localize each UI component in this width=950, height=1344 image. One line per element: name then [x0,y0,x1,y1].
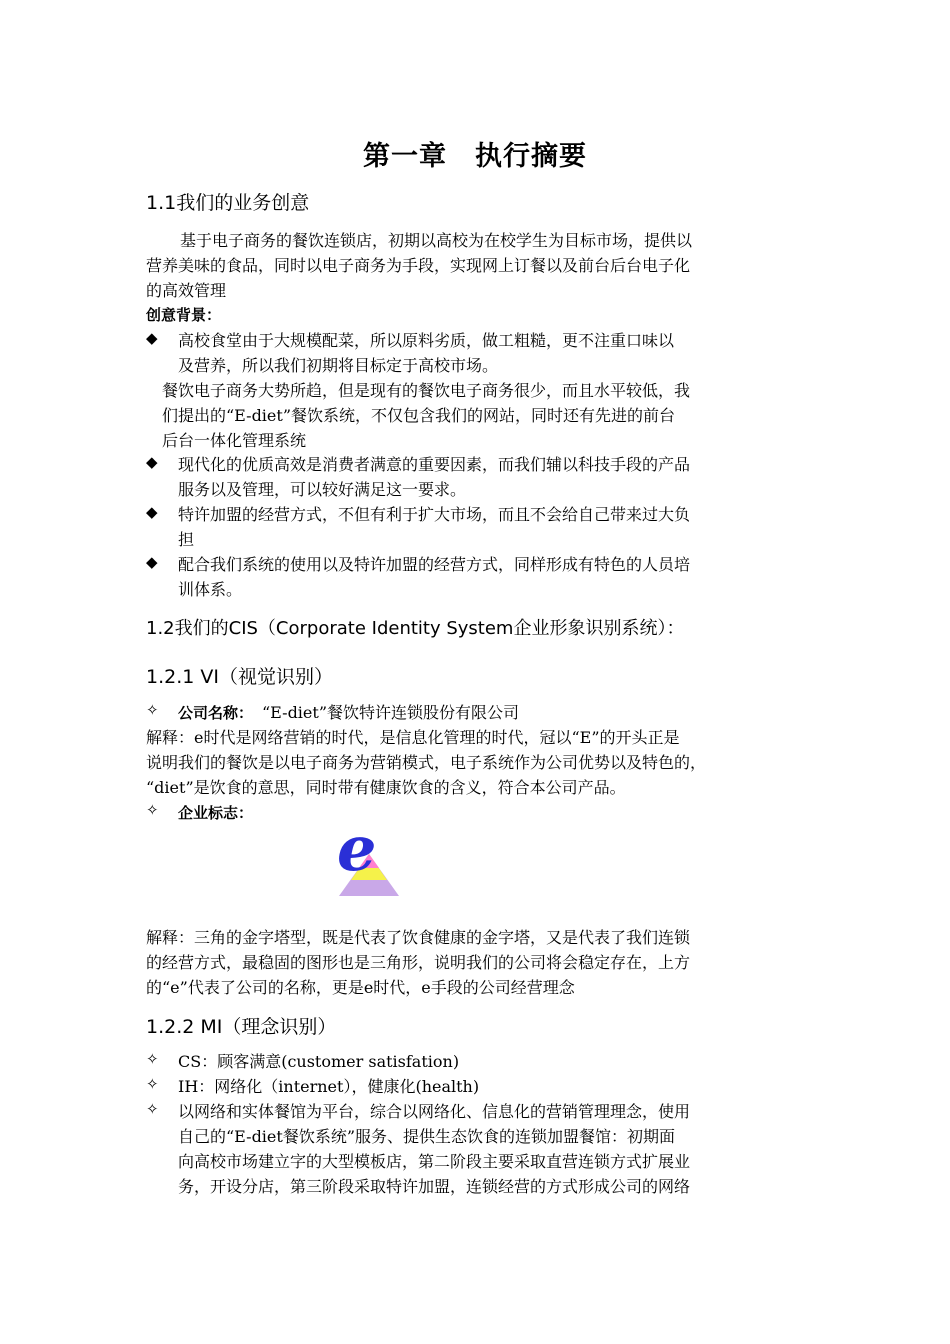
list-item-line: 餐饮电子商务大势所趋，但是现有的餐饮电子商务很少，而且水平较低，我 [162,381,691,400]
list-item-line: 们提出的“E-diet”餐饮系统，不仅包含我们的网站，同时还有先进的前台 [162,406,676,425]
list-item-line: 训体系。 [178,580,243,599]
bullet-icon: ◆ [146,503,158,521]
logo-label: 企业标志： [178,804,254,822]
section-heading-1-2-2: 1.2.2 MI（理念识别） [146,1016,337,1038]
list-item-line: 特许加盟的经营方式，不但有利于扩大市场，而且不会给自己带来过大负 [178,505,691,524]
list-item-line: 配合我们系统的使用以及特许加盟的经营方式，同样形成有特色的人员培 [178,555,691,574]
diamond-bullet-icon: ✧ [146,1050,159,1068]
paragraph-line: 解释：e时代是网络营销的时代，是信息化管理的时代，冠以“E”的开头正是 [146,728,680,747]
bullet-icon: ◆ [146,553,158,571]
paragraph-line: 的高效管理 [146,281,227,300]
diamond-bullet-icon: ✧ [146,1100,159,1118]
list-item-line: 高校食堂由于大规模配菜，所以原料劣质，做工粗糙，更不注重口味以 [178,331,675,350]
paragraph-line: 解释：三角的金字塔型，既是代表了饮食健康的金字塔，又是代表了我们连锁 [146,928,691,947]
list-item-line: CS：顾客满意(customer satisfation) [178,1052,460,1071]
paragraph-line: “diet”是饮食的意思，同时带有健康饮食的含义，符合本公司产品。 [146,778,626,797]
logo-e-letter: e [337,820,377,885]
e-diet-logo [333,820,405,898]
section-heading-1-1: 1.1我们的业务创意 [146,192,310,214]
paragraph-line: 说明我们的餐饮是以电子商务为营销模式，电子系统作为公司优势以及特色的， [146,753,707,772]
diamond-bullet-icon: ✧ [146,701,159,719]
diamond-bullet-icon: ✧ [146,801,159,819]
list-item-line: 以网络和实体餐馆为平台，综合以网络化、信息化的营销管理理念，使用 [178,1102,691,1121]
paragraph-line: 基于电子商务的餐饮连锁店，初期以高校为在校学生为目标市场，提供以 [180,231,693,250]
section-heading-1-2: 1.2我们的CIS（Corporate Identity System企业形象识别系统）： [146,618,685,639]
paragraph-line: 营养美味的食品，同时以电子商务为手段，实现网上订餐以及前台后台电子化 [146,256,691,275]
paragraph-line: 的经营方式，最稳固的图形也是三角形，说明我们的公司将会稳定存在，上方 [146,953,691,972]
section-heading-1-2-1: 1.2.1 VI（视觉识别） [146,666,333,688]
list-item-line: 务，开设分店，第三阶段采取特许加盟，连锁经营的方式形成公司的网络 [178,1177,691,1196]
background-label: 创意背景： [146,306,222,324]
list-item-line: 向高校市场建立字的大型模板店，第二阶段主要采取直营连锁方式扩展业 [178,1152,691,1171]
company-name-label: 公司名称： [178,704,254,722]
company-name-value: “E-diet”餐饮特许连锁股份有限公司 [262,703,520,722]
list-item-line: 后台一体化管理系统 [162,431,307,450]
list-item-line: IH：网络化（internet），健康化(health) [178,1077,480,1096]
list-item-line: 现代化的优质高效是消费者满意的重要因素，而我们辅以科技手段的产品 [178,455,691,474]
list-item-line: 担 [178,530,195,549]
chapter-title: 第一章 执行摘要 [363,141,587,172]
list-item-line: 服务以及管理，可以较好满足这一要求。 [178,480,467,499]
list-item-line: 自己的“E-diet餐饮系统”服务、提供生态饮食的连锁加盟餐馆：初期面 [178,1127,676,1146]
list-item-line: 及营养，所以我们初期将目标定于高校市场。 [178,356,499,375]
diamond-bullet-icon: ✧ [146,1075,159,1093]
paragraph-line: 的“e”代表了公司的名称，更是e时代，e手段的公司经营理念 [146,978,575,997]
bullet-icon: ◆ [146,329,158,347]
bullet-icon: ◆ [146,453,158,471]
